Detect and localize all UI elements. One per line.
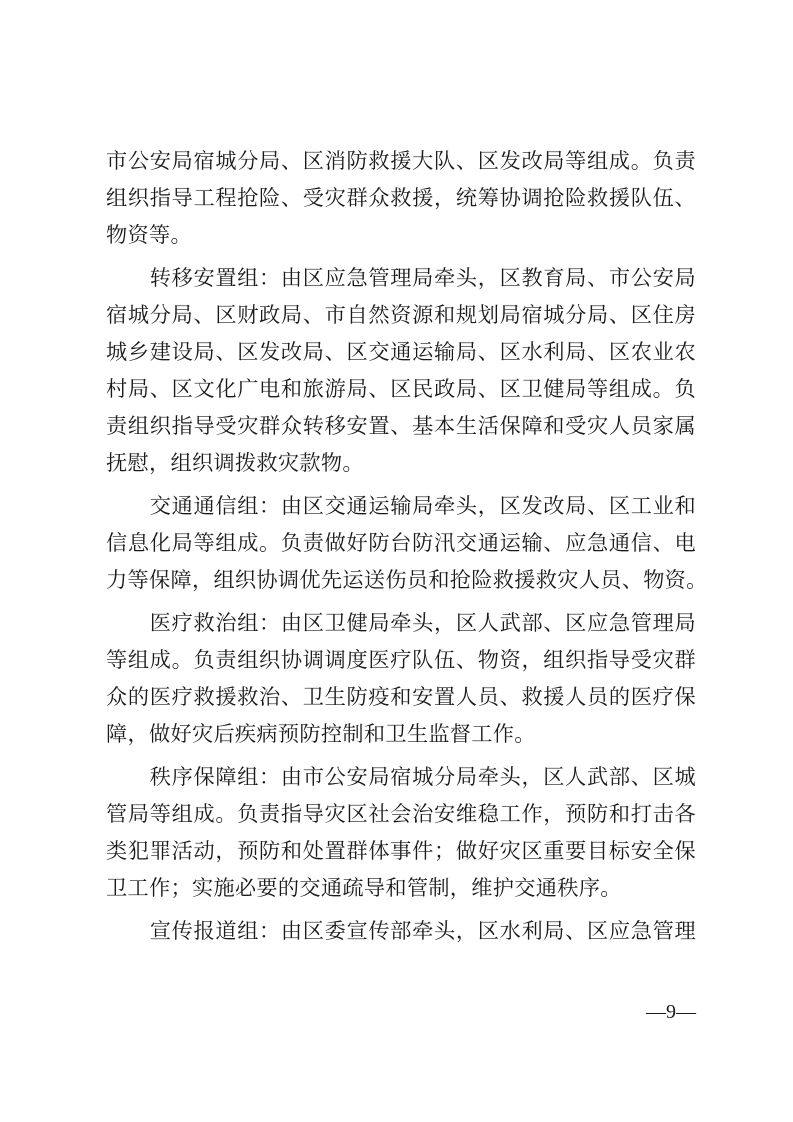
page-number: —9— [646, 1001, 696, 1023]
text-line: 宣传报道组：由区委宣传部牵头，区水利局、区应急管理 [106, 918, 696, 943]
paragraph-order-security-group [106, 758, 696, 906]
text-line: 等组成。负责组织协调调度医疗队伍、物资，组织指导受灾群 [106, 647, 696, 672]
text-line: 责组织指导受灾群众转移安置、基本生活保障和受灾人员家属 [106, 413, 696, 438]
text-line: 抚慰，组织调拨救灾款物。 [106, 450, 364, 475]
text-line: 市公安局宿城分局、区消防救援大队、区发改局等组成。负责 [106, 148, 696, 173]
text-line: 管局等组成。负责指导灾区社会治安维稳工作，预防和打击各 [106, 801, 696, 826]
text-line: 卫工作；实施必要的交通疏导和管制，维护交通秩序。 [106, 875, 622, 900]
text-line: 医疗救治组：由区卫健局牵头，区人武部、区应急管理局 [106, 610, 696, 635]
text-line: 城乡建设局、区发改局、区交通运输局、区水利局、区农业农 [106, 339, 696, 364]
text-line: 信息化局等组成。负责做好防台防汛交通运输、应急通信、电 [106, 530, 696, 555]
text-line: 宿城分局、区财政局、市自然资源和规划局宿城分局、区住房 [106, 302, 696, 327]
text-line: 众的医疗救援救治、卫生防疫和安置人员、救援人员的医疗保 [106, 684, 696, 709]
text-line: 村局、区文化广电和旅游局、区民政局、区卫健局等组成。负 [106, 376, 696, 401]
body-text [106, 142, 708, 949]
paragraph-medical-group [106, 604, 696, 752]
text-line: 类犯罪活动，预防和处置群体事件；做好灾区重要目标安全保 [106, 838, 696, 863]
paragraph-relocation-group [106, 259, 696, 481]
text-line: 交通通信组：由区交通运输局牵头，区发改局、区工业和 [106, 493, 696, 518]
text-line: 组织指导工程抢险、受灾群众救援，统筹协调抢险救援队伍、 [106, 185, 696, 210]
paragraph-publicity-group [106, 912, 696, 949]
text-line: 秩序保障组：由市公安局宿城分局牵头，区人武部、区城 [106, 764, 696, 789]
text-line: 力等保障，组织协调优先运送伤员和抢险救援救灾人员、物资。 [106, 567, 708, 592]
text-line: 障，做好灾后疾病预防控制和卫生监督工作。 [106, 721, 536, 746]
text-line: 转移安置组：由区应急管理局牵头，区教育局、市公安局 [106, 265, 696, 290]
paragraph-rescue-group-continued [106, 142, 696, 253]
paragraph-transport-communication-group [106, 487, 708, 598]
text-line: 物资等。 [106, 222, 192, 247]
